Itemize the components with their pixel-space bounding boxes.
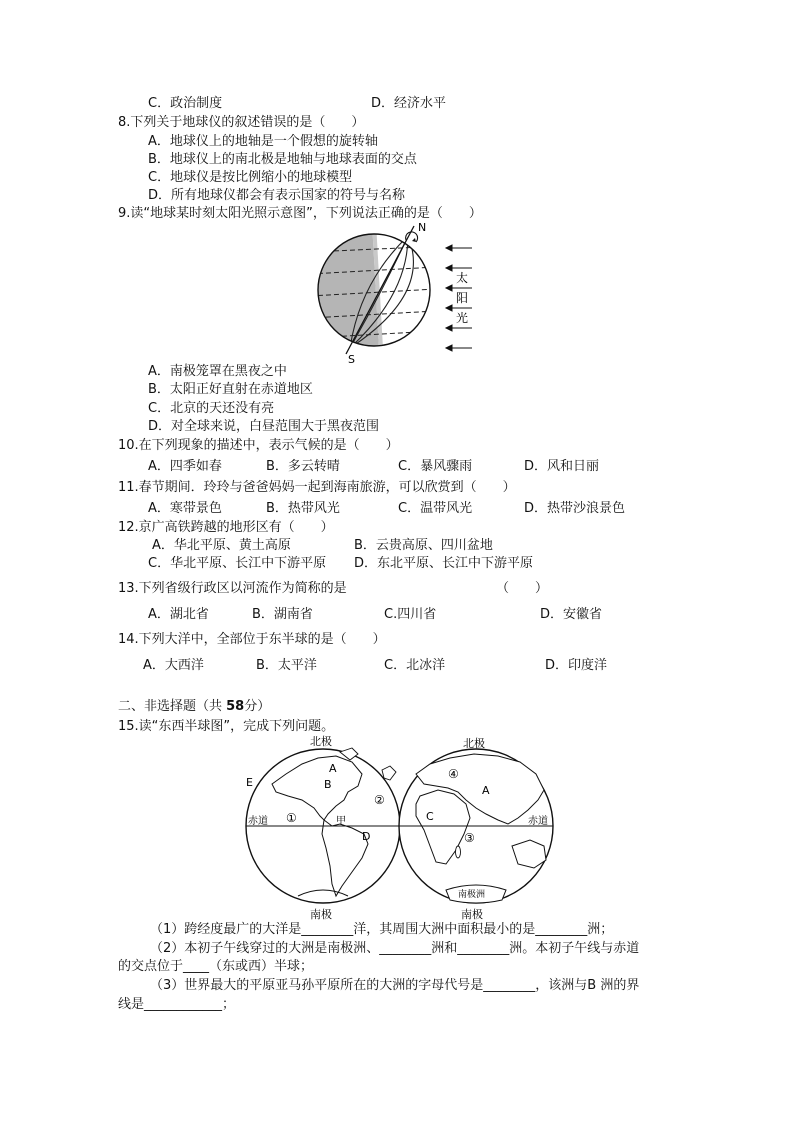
sun-char-3: 光	[456, 311, 469, 325]
north-label: N	[418, 222, 427, 234]
label-A-left: A	[329, 762, 337, 775]
q9-option-d: D．对全球来说，白昼范围大于黑夜范围	[148, 419, 380, 434]
q14-option-d: D．印度洋	[545, 658, 608, 673]
q8-option-a: A．地球仪上的地轴是一个假想的旋转轴	[148, 134, 378, 149]
label-jia: 甲	[336, 816, 346, 827]
q13-option-d: D．安徽省	[540, 607, 603, 622]
q15-sub2-line2: 的交点位于____（东或西）半球；	[118, 959, 314, 974]
q14-stem: 14.下列大洋中，全部位于东半球的是（ ）	[118, 632, 386, 647]
q15-sub2-line1: （2）本初子午线穿过的大洲是南极洲、________洲和________洲。本初子午线与赤道	[150, 941, 640, 956]
equator-label-left: 赤道	[248, 816, 268, 827]
south-pole-right: 南极	[461, 908, 483, 921]
label-ocean-3: ③	[464, 831, 475, 845]
hemispheres-map	[240, 734, 560, 924]
q11-stem: 11.春节期间．玲玲与爸爸妈妈一起到海南旅游，可以欣赏到（ ）	[118, 480, 516, 495]
section2-title: 二、非选择题（共 58分）	[118, 699, 271, 714]
q15-sub3-line1: （3）世界最大的平原亚马孙平原所在的大洲的字母代号是________，该洲与B 洲的界	[150, 978, 640, 993]
q13-paren: （ ）	[496, 581, 549, 596]
q12-option-c: C．华北平原、长江中下游平原	[148, 556, 327, 571]
north-pole-right: 北极	[463, 737, 485, 750]
equator-label-right: 赤道	[528, 816, 548, 827]
q7-option-d: D．经济水平	[371, 96, 447, 111]
north-pole-left: 北极	[310, 735, 332, 748]
label-A: A	[482, 784, 490, 797]
q10-option-d: D．风和日丽	[524, 459, 600, 474]
label-ocean-4: ④	[448, 767, 459, 781]
sun-char-2: 阳	[456, 291, 469, 305]
rotation-arrow-icon	[406, 232, 418, 242]
label-ocean-2: ②	[374, 793, 385, 807]
label-B: B	[324, 778, 332, 791]
q11-option-b: B．热带风光	[266, 501, 340, 516]
q12-option-b: B．云贵高原、四川盆地	[354, 538, 493, 553]
q15-stem: 15.读“东西半球图”，完成下列问题。	[118, 719, 335, 734]
q11-option-d: D．热带沙浪景色	[524, 501, 626, 516]
sunlight-diagram	[310, 222, 490, 367]
q8-stem: 8.下列关于地球仪的叙述错误的是（ ）	[118, 115, 365, 130]
antarctica-label: 南极洲	[458, 890, 486, 900]
q7-option-c: C．政治制度	[148, 96, 223, 111]
q10-option-c: C．暴风骤雨	[398, 459, 473, 474]
q8-option-d: D．所有地球仪都会有表示国家的符号与名称	[148, 188, 406, 203]
q15-sub1: （1）跨经度最广的大洋是________洋，其周围大洲中面积最小的是________洲；	[150, 922, 614, 937]
q13-option-a: A．湖北省	[148, 607, 209, 622]
south-pole-left: 南极	[310, 908, 332, 921]
q8-option-b: B．地球仪上的南北极是地轴与地球表面的交点	[148, 152, 417, 167]
q13-stem: 13.下列省级行政区以河流作为简称的是	[118, 581, 347, 596]
q9-option-c: C．北京的天还没有亮	[148, 401, 275, 416]
q8-option-c: C．地球仪是按比例缩小的地球模型	[148, 170, 353, 185]
q13-option-b: B．湖南省	[252, 607, 313, 622]
q13-option-c: C.四川省	[384, 607, 437, 622]
q12-option-a: A．华北平原、黄土高原	[152, 538, 291, 553]
label-E: E	[246, 776, 253, 789]
south-label: S	[348, 353, 355, 366]
q9-option-a: A．南极笼罩在黑夜之中	[148, 364, 287, 379]
q11-option-c: C．温带风光	[398, 501, 473, 516]
q14-option-b: B．太平洋	[256, 658, 317, 673]
q10-stem: 10.在下列现象的描述中，表示气候的是（ ）	[118, 438, 399, 453]
q9-stem: 9.读“地球某时刻太阳光照示意图”，下列说法正确的是（ ）	[118, 206, 482, 221]
q9-option-b: B．太阳正好直射在赤道地区	[148, 382, 313, 397]
sun-char-1: 太	[456, 271, 469, 285]
label-C: C	[426, 810, 434, 823]
q12-option-d: D．东北平原、长江中下游平原	[354, 556, 534, 571]
q14-option-a: A．大西洋	[143, 658, 204, 673]
label-ocean-1: ①	[286, 811, 297, 825]
q12-stem: 12.京广高铁跨越的地形区有（ ）	[118, 520, 334, 535]
label-D: D	[362, 830, 371, 843]
q15-sub3-line2: 线是____________；	[118, 997, 236, 1012]
q10-option-b: B．多云转晴	[266, 459, 340, 474]
q11-option-a: A．寒带景色	[148, 501, 222, 516]
q14-option-c: C．北冰洋	[384, 658, 446, 673]
q10-option-a: A．四季如春	[148, 459, 222, 474]
